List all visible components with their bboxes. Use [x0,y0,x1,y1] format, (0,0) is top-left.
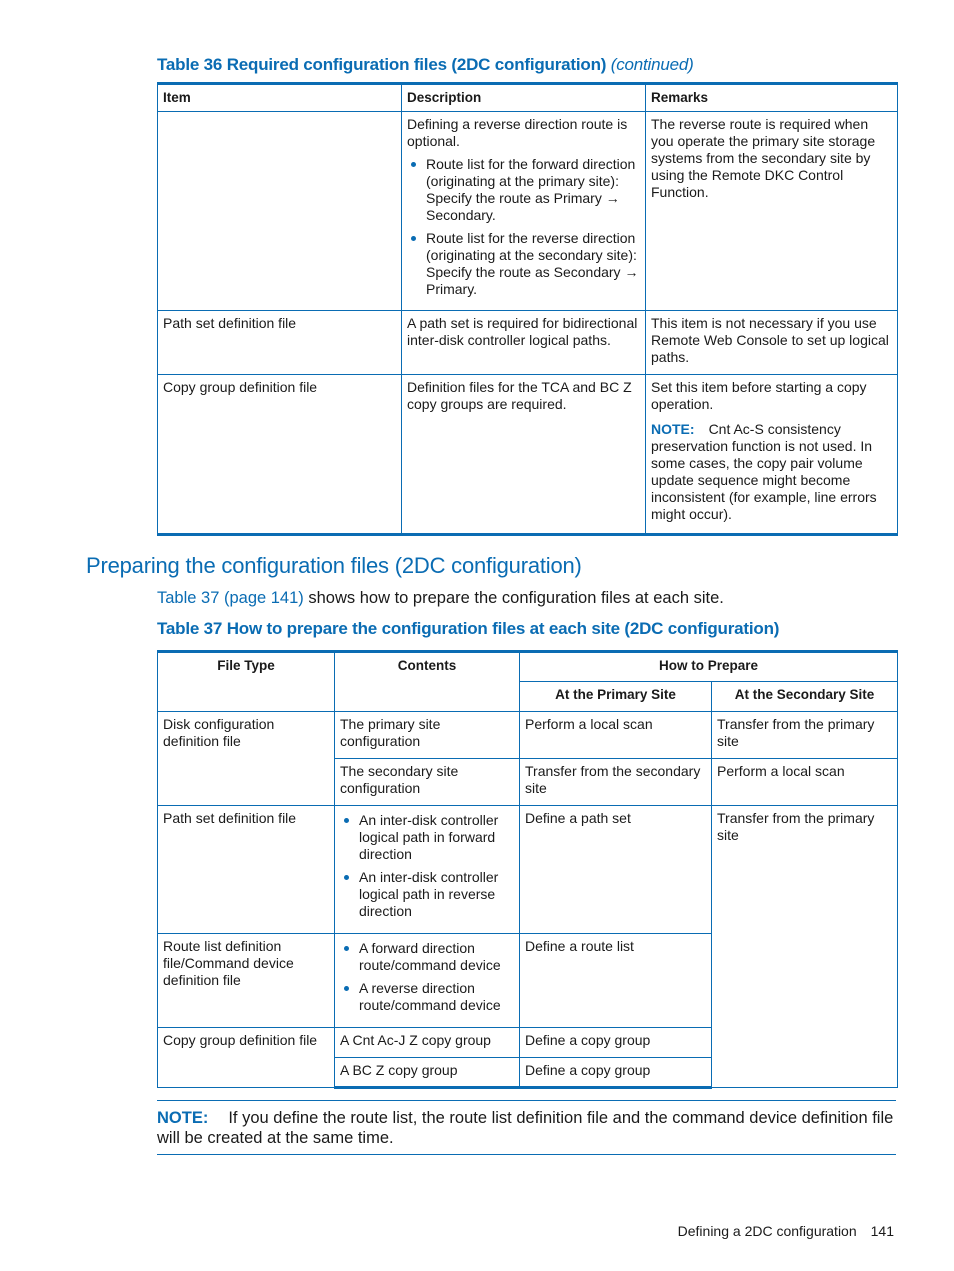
table-cell-contents: The primary site configuration [335,712,520,759]
list-item: Route list for the forward direction (originating at the primary site): Specify the route as Primary → Secondary. [426,156,640,224]
column-header-secondary-site: At the Secondary Site [712,682,898,712]
table-cell-secondary: Perform a local scan [712,759,898,806]
copy-group-file-type: Copy group definition file [158,1028,335,1088]
route-list-primary: Define a route list [520,934,712,1028]
bullet-list [340,940,514,1014]
table37 [157,650,898,1089]
bullet-list [407,156,640,298]
intro-paragraph [157,589,724,608]
table37-link[interactable]: Table 37 (page 141) [157,589,304,607]
table-row [158,112,898,311]
table-cell-primary: Define a copy group [520,1058,712,1088]
remarks-note [651,421,892,523]
table37-header-row [158,652,898,682]
list-item: A forward direction route/command device [359,940,514,974]
table-row [158,375,898,535]
table36-row2-description: A path set is required for bidirectional inter-disk controller logical paths. [402,311,646,375]
table-cell-contents: The secondary site configuration [335,759,520,806]
list-item: An inter-disk controller logical path in forward direction [359,812,514,863]
list-item: An inter-disk controller logical path in reverse direction [359,869,514,920]
column-header-item: Item [158,84,402,112]
table-cell-contents: A BC Z copy group [335,1058,520,1088]
table36-row3-item: Copy group definition file [158,375,402,535]
note-label: NOTE: [651,421,695,437]
route-list-contents [335,934,520,1028]
table-row [158,311,898,375]
page-number: 141 [870,1223,894,1239]
table36-row1-item [158,112,402,311]
table36-row3-description: Definition files for the TCA and BC Z copy groups are required. [402,375,646,535]
intro-text: shows how to prepare the configuration files at each site. [303,589,724,607]
list-item: Route list for the reverse direction (originating at the secondary site): Specify the route as Secondary → Primary. [426,230,639,297]
table36-caption-continued: (continued) [610,55,694,74]
table-cell-primary: Define a copy group [520,1028,712,1058]
table36-row2-remarks: This item is not necessary if you use Remote Web Console to set up logical paths. [646,311,898,375]
table-cell-secondary: Transfer from the primary site [712,712,898,759]
route-list-file-type: Route list definition file/Command device definition file [158,934,335,1028]
table36-caption [157,55,694,75]
footer-section-title: Defining a 2DC configuration [677,1223,857,1239]
note-block [157,1100,896,1155]
path-set-primary: Define a path set [520,806,712,934]
table36 [157,82,898,536]
path-set-contents [335,806,520,934]
disk-config-file-type: Disk configuration definition file [158,712,335,806]
remarks-text: Set this item before starting a copy operation. [651,379,867,412]
note-text: If you define the route list, the route list definition file and the command device definition file will be created at the same time. [157,1109,894,1147]
table36-row1-description [402,112,646,311]
column-header-description: Description [402,84,646,112]
table-cell-primary: Transfer from the secondary site [520,759,712,806]
table36-caption-title: Table 36 Required configuration files (2DC configuration) [157,55,607,74]
table37-caption: Table 37 How to prepare the configuration files at each site (2DC configuration) [157,619,780,638]
note-label: NOTE: [157,1109,209,1127]
bullet-list [340,812,514,920]
table36-row2-item: Path set definition file [158,311,402,375]
table36-row1-remarks: The reverse route is required when you operate the primary site storage systems from the secondary site by using the Remote DKC Control Function. [646,112,898,311]
path-set-file-type: Path set definition file [158,806,335,934]
column-header-primary-site: At the Primary Site [520,682,712,712]
note-text: Cnt Ac-S consistency preservation function is not used. In some cases, the copy pair volume update sequence might become inconsistent (for example, line errors might occur). [651,421,877,522]
table36-row3-remarks [646,375,898,535]
table-row [158,712,898,759]
table-row [158,806,898,934]
list-item: A reverse direction route/command device [359,980,514,1014]
column-header-how-to-prepare: How to Prepare [520,652,898,682]
page-footer [678,1223,894,1239]
section-heading: Preparing the configuration files (2DC configuration) [86,553,582,578]
table-cell-primary: Perform a local scan [520,712,712,759]
path-set-secondary: Transfer from the primary site [712,806,898,1088]
table36-header-row [158,84,898,112]
column-header-contents: Contents [335,652,520,712]
column-header-remarks: Remarks [646,84,898,112]
table-cell-contents: A Cnt Ac-J Z copy group [335,1028,520,1058]
column-header-file-type: File Type [158,652,335,712]
description-intro: Defining a reverse direction route is optional. [407,116,628,149]
